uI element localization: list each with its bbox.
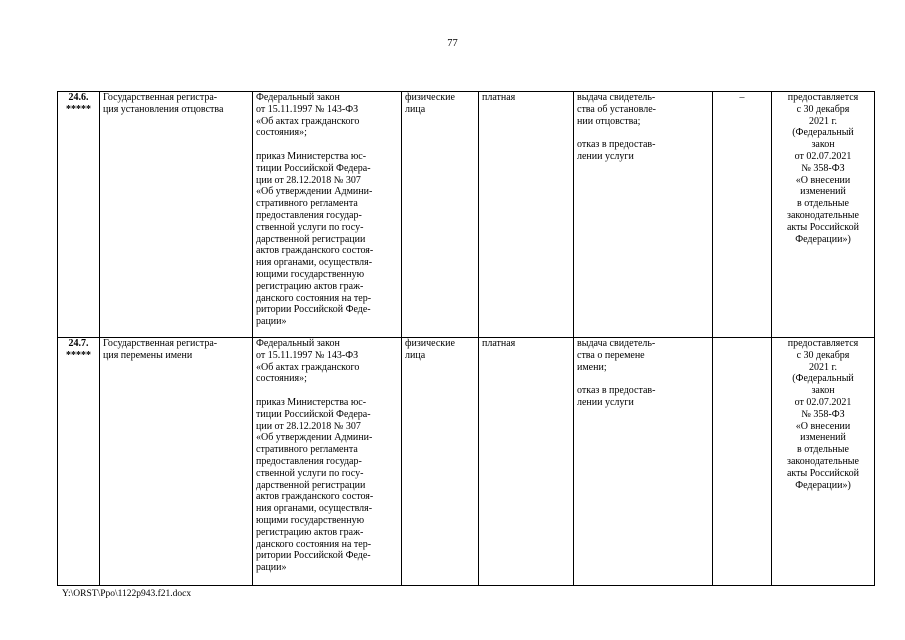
note-line: предоставляется xyxy=(787,92,859,103)
applicant-category-line: физические xyxy=(405,338,455,349)
legal-basis-line: состояния»; xyxy=(256,127,307,139)
service-name-cell xyxy=(100,338,253,586)
note-line: (Федеральный xyxy=(792,127,854,139)
legal-basis-line: ния органами, осуществля- xyxy=(256,503,373,515)
note-line: законодательные xyxy=(787,209,859,221)
legal-basis-line: состояния»; xyxy=(256,373,307,385)
fee-type-line: платная xyxy=(482,92,516,103)
note-line: с 30 декабря xyxy=(796,103,850,115)
legal-basis-line: стративного регламента xyxy=(256,198,358,210)
legal-basis-cell xyxy=(253,92,402,338)
legal-basis-line: дарственной регистрации xyxy=(256,479,366,491)
service-name-cell xyxy=(100,92,253,338)
note-line: № 358-ФЗ xyxy=(801,408,845,420)
note-line: № 358-ФЗ xyxy=(801,162,845,174)
legal-basis-line: ственной услуги по госу- xyxy=(256,221,364,233)
applicant-category-line: лица xyxy=(405,103,426,115)
applicant-category-line: физические xyxy=(405,92,455,103)
extra-info-cell xyxy=(713,92,772,338)
note-line: предоставляется xyxy=(787,338,859,349)
legal-basis-line: актов гражданского состоя- xyxy=(256,491,374,503)
item-number-cell xyxy=(58,338,100,586)
note-line: изменений xyxy=(800,186,846,198)
legal-basis-line: данского состояния на тер- xyxy=(256,538,372,550)
service-result-cell xyxy=(574,338,713,586)
page-number: 77 xyxy=(447,38,458,49)
note-line: 2021 г. xyxy=(809,115,837,127)
service-result-line: выдача свидетель- xyxy=(577,338,656,349)
legal-basis-line: Федеральный закон xyxy=(256,338,340,349)
extra-info-cell xyxy=(713,338,772,586)
note-line: (Федеральный xyxy=(792,373,854,385)
legal-basis-line: стративного регламента xyxy=(256,444,358,456)
applicant-category-cell xyxy=(402,338,479,586)
legal-basis-line: от 15.11.1997 № 143-ФЗ xyxy=(256,103,359,115)
blank-line xyxy=(577,127,709,139)
note-line: законодательные xyxy=(787,455,859,467)
service-name-line: Государственная регистра- xyxy=(103,338,218,349)
service-result-line: ства о перемене xyxy=(577,349,645,361)
note-line: 2021 г. xyxy=(809,361,837,373)
note-line: в отдельные xyxy=(797,444,849,456)
legal-basis-line: рации» xyxy=(256,562,287,574)
legal-basis-line: регистрацию актов граж- xyxy=(256,526,364,538)
note-line: от 02.07.2021 xyxy=(794,396,852,408)
applicant-category-line: лица xyxy=(405,349,426,361)
legal-basis-line: ции от 28.12.2018 № 307 xyxy=(256,420,361,432)
legal-basis-line: тиции Российской Федера- xyxy=(256,408,371,420)
note-line: акты Российской xyxy=(786,221,860,233)
service-result-line: отказ в предостав- xyxy=(577,385,656,397)
legal-basis-line: предоставления государ- xyxy=(256,209,362,221)
fee-type-line: платная xyxy=(482,338,516,349)
note-line: с 30 декабря xyxy=(796,349,850,361)
legal-basis-line: ритории Российской Феде- xyxy=(256,550,371,562)
blank-line xyxy=(256,139,398,151)
service-result-line: нии отцовства; xyxy=(577,115,641,127)
note-line: от 02.07.2021 xyxy=(794,150,852,162)
note-line: в отдельные xyxy=(797,198,849,210)
legal-basis-line: ющими государственную xyxy=(256,268,365,280)
service-result-line: имени; xyxy=(577,361,607,373)
legal-basis-line: приказ Министерства юс- xyxy=(256,396,367,408)
service-result-line: лении услуги xyxy=(577,396,634,408)
legal-basis-line: «Об актах гражданского xyxy=(256,361,360,373)
service-name-line: ция установления отцовства xyxy=(103,103,224,115)
fee-type-cell xyxy=(479,338,574,586)
item-number-line: ***** xyxy=(66,349,91,361)
item-number-line: 24.6. xyxy=(68,92,89,103)
legal-basis-line: тиции Российской Федера- xyxy=(256,162,371,174)
legal-basis-line: приказ Министерства юс- xyxy=(256,150,367,162)
legal-basis-line: рации» xyxy=(256,316,287,328)
legal-basis-line: актов гражданского состоя- xyxy=(256,245,374,257)
file-path-footer: Y:\ORST\Ppo\1122p943.f21.docx xyxy=(62,589,192,599)
item-number-line: ***** xyxy=(66,103,91,115)
legal-basis-line: Федеральный закон xyxy=(256,92,340,103)
service-result-line: отказ в предостав- xyxy=(577,139,656,151)
service-result-line: выдача свидетель- xyxy=(577,92,656,103)
extra-info-line: – xyxy=(739,92,745,103)
note-cell xyxy=(772,92,875,338)
note-line: Федерации») xyxy=(795,479,851,491)
legal-basis-cell xyxy=(253,338,402,586)
fee-type-cell xyxy=(479,92,574,338)
legal-basis-line: ственной услуги по госу- xyxy=(256,467,364,479)
note-line: акты Российской xyxy=(786,467,860,479)
service-name-line: ция перемены имени xyxy=(103,349,193,361)
note-cell xyxy=(772,338,875,586)
item-number-line: 24.7. xyxy=(68,338,89,349)
service-name-line: Государственная регистра- xyxy=(103,92,218,103)
table-row xyxy=(58,338,875,586)
service-result-cell xyxy=(574,92,713,338)
legal-basis-line: предоставления государ- xyxy=(256,455,362,467)
note-line: изменений xyxy=(800,432,846,444)
service-result-line: лении услуги xyxy=(577,150,634,162)
note-line: закон xyxy=(811,139,835,151)
legal-basis-line: ния органами, осуществля- xyxy=(256,257,373,269)
blank-line xyxy=(256,385,398,397)
legal-basis-line: данского состояния на тер- xyxy=(256,292,372,304)
item-number-cell xyxy=(58,92,100,338)
legal-basis-line: «Об актах гражданского xyxy=(256,115,360,127)
blank-line xyxy=(577,373,709,385)
services-table xyxy=(57,91,875,586)
legal-basis-line: от 15.11.1997 № 143-ФЗ xyxy=(256,349,359,361)
legal-basis-line: «Об утверждении Админи- xyxy=(256,186,373,198)
note-line: «О внесении xyxy=(795,174,851,186)
service-result-line: ства об установле- xyxy=(577,103,656,115)
legal-basis-line: ющими государственную xyxy=(256,514,365,526)
legal-basis-line: регистрацию актов граж- xyxy=(256,280,364,292)
note-line: Федерации») xyxy=(795,233,851,245)
legal-basis-line: ции от 28.12.2018 № 307 xyxy=(256,174,361,186)
note-line: закон xyxy=(811,385,835,397)
table-row xyxy=(58,92,875,338)
legal-basis-line: дарственной регистрации xyxy=(256,233,366,245)
note-line: «О внесении xyxy=(795,420,851,432)
legal-basis-line: «Об утверждении Админи- xyxy=(256,432,373,444)
applicant-category-cell xyxy=(402,92,479,338)
legal-basis-line: ритории Российской Феде- xyxy=(256,304,371,316)
